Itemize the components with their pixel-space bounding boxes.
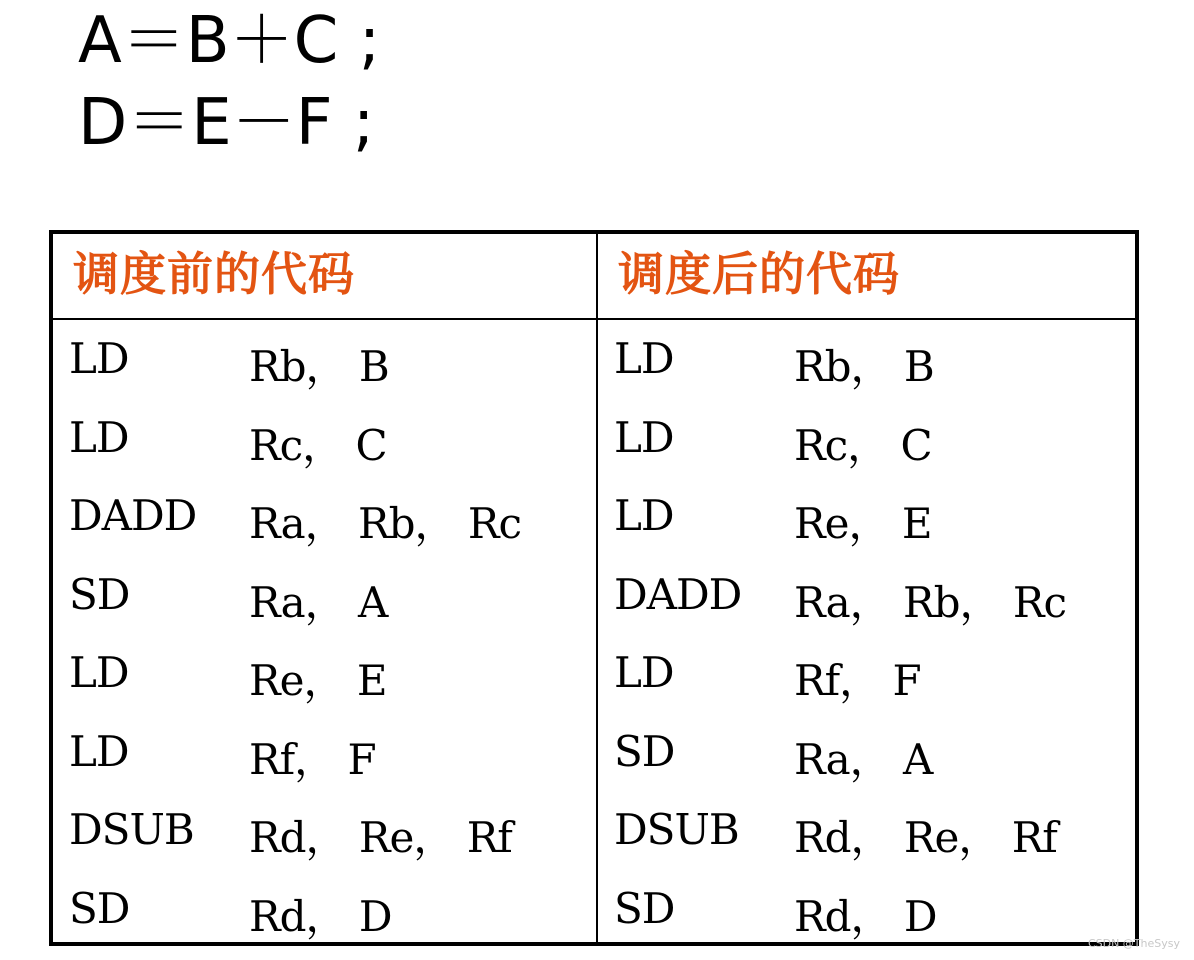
opcode: LD: [69, 412, 129, 462]
operands: Ra， A: [249, 577, 388, 627]
opcode: DSUB: [69, 805, 194, 854]
opcode: LD: [614, 648, 674, 697]
opcode: SD: [69, 569, 130, 619]
code-row: [53, 399, 596, 478]
opcode: LD: [69, 648, 129, 697]
after-scheduling-column: [598, 234, 1135, 942]
after-scheduling-rows: [598, 320, 1135, 948]
opcode: SD: [614, 726, 675, 776]
operands: Ra， A: [794, 734, 933, 784]
operands: Rf， F: [249, 734, 376, 784]
opcode: SD: [614, 883, 675, 933]
opcode: LD: [614, 334, 674, 383]
operands: Rc， C: [249, 420, 387, 470]
code-row: [53, 477, 596, 556]
before-scheduling-rows: [53, 320, 596, 948]
code-row: [598, 870, 1135, 949]
after-scheduling-header: [598, 234, 1135, 320]
operands: Rc， C: [794, 420, 932, 470]
operands: Rb， B: [249, 342, 389, 391]
opcode: DADD: [69, 491, 197, 540]
watermark: CSDN @TheSysy: [1087, 937, 1180, 950]
code-row: [53, 320, 596, 399]
code-row: [598, 791, 1135, 870]
code-row: [53, 713, 596, 792]
code-row: [53, 870, 596, 949]
code-row: [53, 556, 596, 635]
opcode: DSUB: [614, 805, 739, 854]
before-scheduling-header: [53, 234, 596, 320]
code-row: [598, 399, 1135, 478]
after-scheduling-title: 调度后的代码: [618, 247, 900, 301]
code-row: [598, 713, 1135, 792]
operands: Ra， Rb， Rc: [794, 577, 1066, 627]
code-row: [598, 634, 1135, 713]
equation-line-2: D＝E－F ;: [78, 86, 375, 160]
code-row: [598, 477, 1135, 556]
operands: Rd， Re， Rf: [249, 813, 512, 862]
code-row: [53, 634, 596, 713]
operands: Rd， Re， Rf: [794, 813, 1057, 862]
opcode: LD: [614, 412, 674, 462]
opcode: LD: [69, 726, 129, 776]
operands: Rf， F: [794, 656, 921, 705]
operands: Rd， D: [794, 891, 937, 941]
operands: Rb， B: [794, 342, 934, 391]
code-comparison-table: [49, 230, 1139, 946]
operands: Re， E: [249, 656, 387, 705]
opcode: SD: [69, 883, 130, 933]
code-row: [598, 556, 1135, 635]
operands: Ra， Rb， Rc: [249, 499, 521, 548]
operands: Rd， D: [249, 891, 392, 941]
operands: Re， E: [794, 499, 932, 548]
before-scheduling-column: [53, 234, 598, 942]
equations-block: [78, 0, 380, 164]
equation-line-1: A＝B＋C ;: [78, 4, 381, 78]
code-row: [53, 791, 596, 870]
opcode: LD: [69, 334, 129, 383]
before-scheduling-title: 调度前的代码: [73, 247, 355, 301]
code-row: [598, 320, 1135, 399]
opcode: LD: [614, 491, 674, 540]
opcode: DADD: [614, 569, 742, 619]
